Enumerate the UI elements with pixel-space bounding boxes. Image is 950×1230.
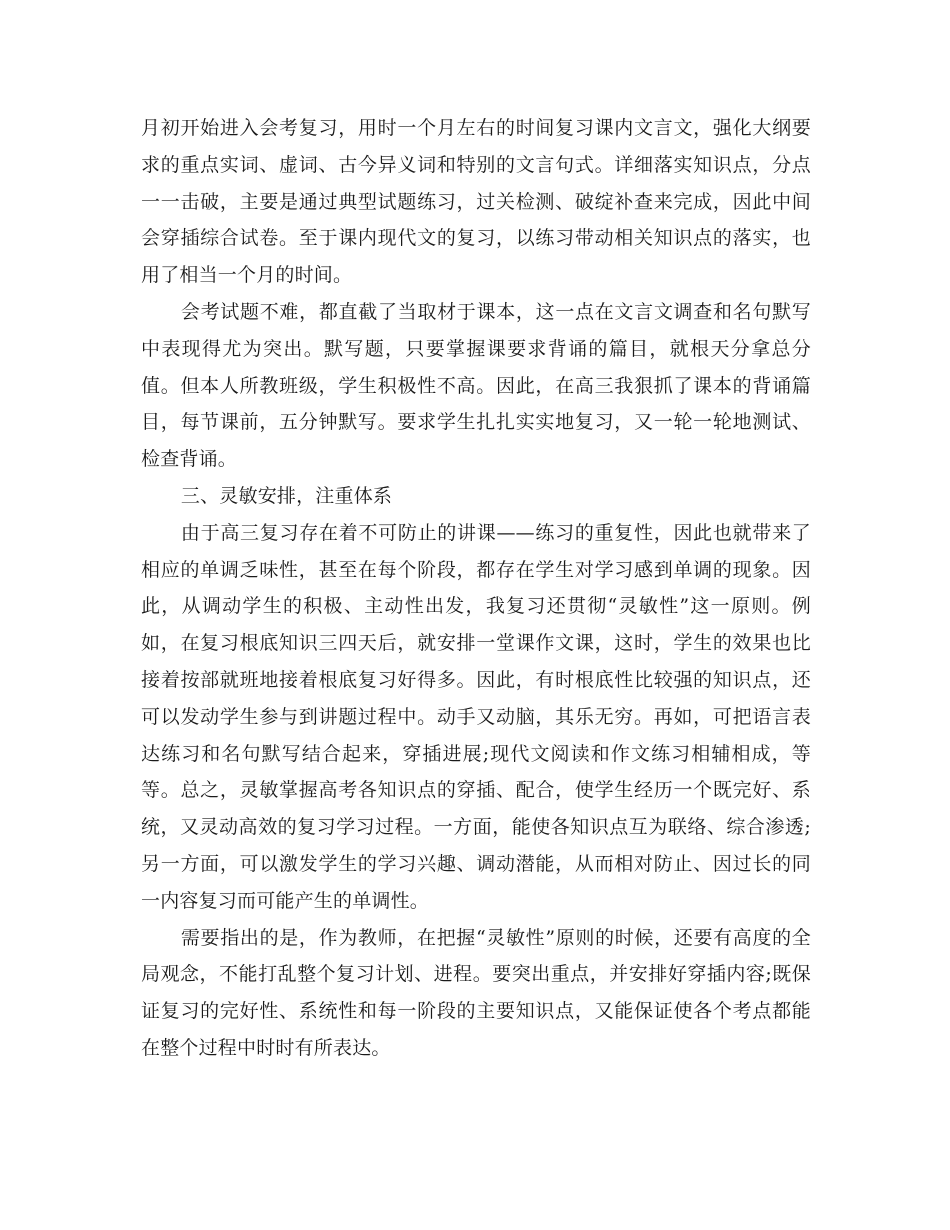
document-body xyxy=(141,110,811,1067)
paragraph-teacher-overall-view: 需要指出的是，作为教师，在把握“灵敏性”原则的时候，还要有高度的全局观念，不能打乱整个复习计划、进程。要突出重点，并安排好穿插内容;既保证复习的完好性、系统性和每一阶段的主要知识点，又能保证使各个考点都能在整个过程中时时有所表达。 xyxy=(141,926,811,1059)
paragraph-review-schedule: 月初开始进入会考复习，用时一个月左右的时间复习课内文言文，强化大纲要求的重点实词、虚词、古今异义词和特别的文言句式。详细落实知识点，分点一一击破，主要是通过典型试题练习，过关检测、破绽补查来完成，因此中间会穿插综合试卷。至于课内现代文的复习，以练习带动相关知识点的落实，也用了相当一个月的时间。 xyxy=(141,117,811,287)
paragraph-exam-difficulty: 会考试题不难，都直截了当取材于课本，这一点在文言文调查和名句默写中表现得尤为突出。默写题，只要掌握课要求背诵的篇目，就根天分拿总分值。但本人所教班级，学生积极性不高。因此，在高三我狠抓了课本的背诵篇目，每节课前，五分钟默写。要求学生扎扎实实地复习，又一轮一轮地测试、检查背诵。 xyxy=(141,300,811,471)
section-heading-flexible-arrangement: 三、灵敏安排，注重体系 xyxy=(180,484,393,507)
paragraph-flexibility-principle: 由于高三复习存在着不可防止的讲课——练习的重复性，因此也就带来了相应的单调乏味性，甚至在每个阶段，都存在学生对学习感到单调的现象。因此，从调动学生的积极、主动性出发，我复习还贯彻“灵敏性”这一原则。例如，在复习根底知识三四天后，就安排一堂课作文课，这时，学生的效果也比接着按部就班地接着根底复习好得多。因此，有时根底性比较强的知识点，还可以发动学生参与到讲题过程中。动手又动脑，其乐无穷。再如，可把语言表达练习和名句默写结合起来，穿插进展;现代文阅读和作文练习相辅相成，等等。总之，灵敏掌握高考各知识点的穿插、配合，使学生经历一个既完好、系统，又灵动高效的复习学习过程。一方面，能使各知识点互为联络、综合渗透;另一方面，可以激发学生的学习兴趣、调动潜能，从而相对防止、因过长的同一内容复习而可能产生的单调性。 xyxy=(141,521,811,912)
